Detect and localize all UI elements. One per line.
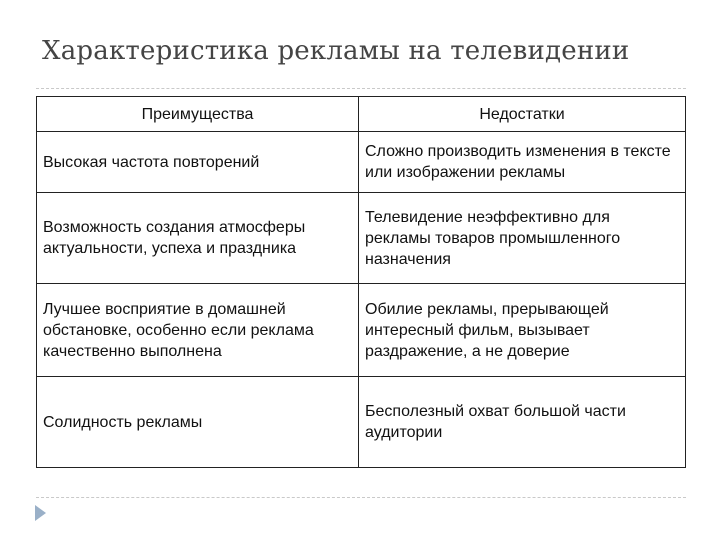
advantage-cell: Возможность создания атмосферы актуальности, успеха и праздника	[37, 193, 359, 284]
comparison-table	[36, 96, 686, 468]
header-disadvantages: Недостатки	[359, 97, 686, 132]
table-row	[37, 377, 686, 468]
slide-title: Характеристика рекламы на телевидении	[42, 36, 630, 66]
title-divider	[36, 88, 686, 89]
header-advantages: Преимущества	[37, 97, 359, 132]
table-row	[37, 132, 686, 193]
footer-divider	[36, 497, 686, 498]
disadvantage-cell: Обилие рекламы, прерывающей интересный фильм, вызывает раздражение, а не доверие	[359, 284, 686, 377]
table-header-row	[37, 97, 686, 132]
table-row	[37, 193, 686, 284]
advantage-cell: Солидность рекламы	[37, 377, 359, 468]
triangle-bullet-icon	[35, 505, 46, 521]
advantage-cell: Лучшее восприятие в домашней обстановке, особенно если реклама качественно выполнена	[37, 284, 359, 377]
disadvantage-cell: Бесполезный охват большой части аудитории	[359, 377, 686, 468]
advantage-cell: Высокая частота повторений	[37, 132, 359, 193]
table-row	[37, 284, 686, 377]
disadvantage-cell: Телевидение неэффективно для рекламы товаров промышленного назначения	[359, 193, 686, 284]
disadvantage-cell: Сложно производить изменения в тексте или изображении рекламы	[359, 132, 686, 193]
